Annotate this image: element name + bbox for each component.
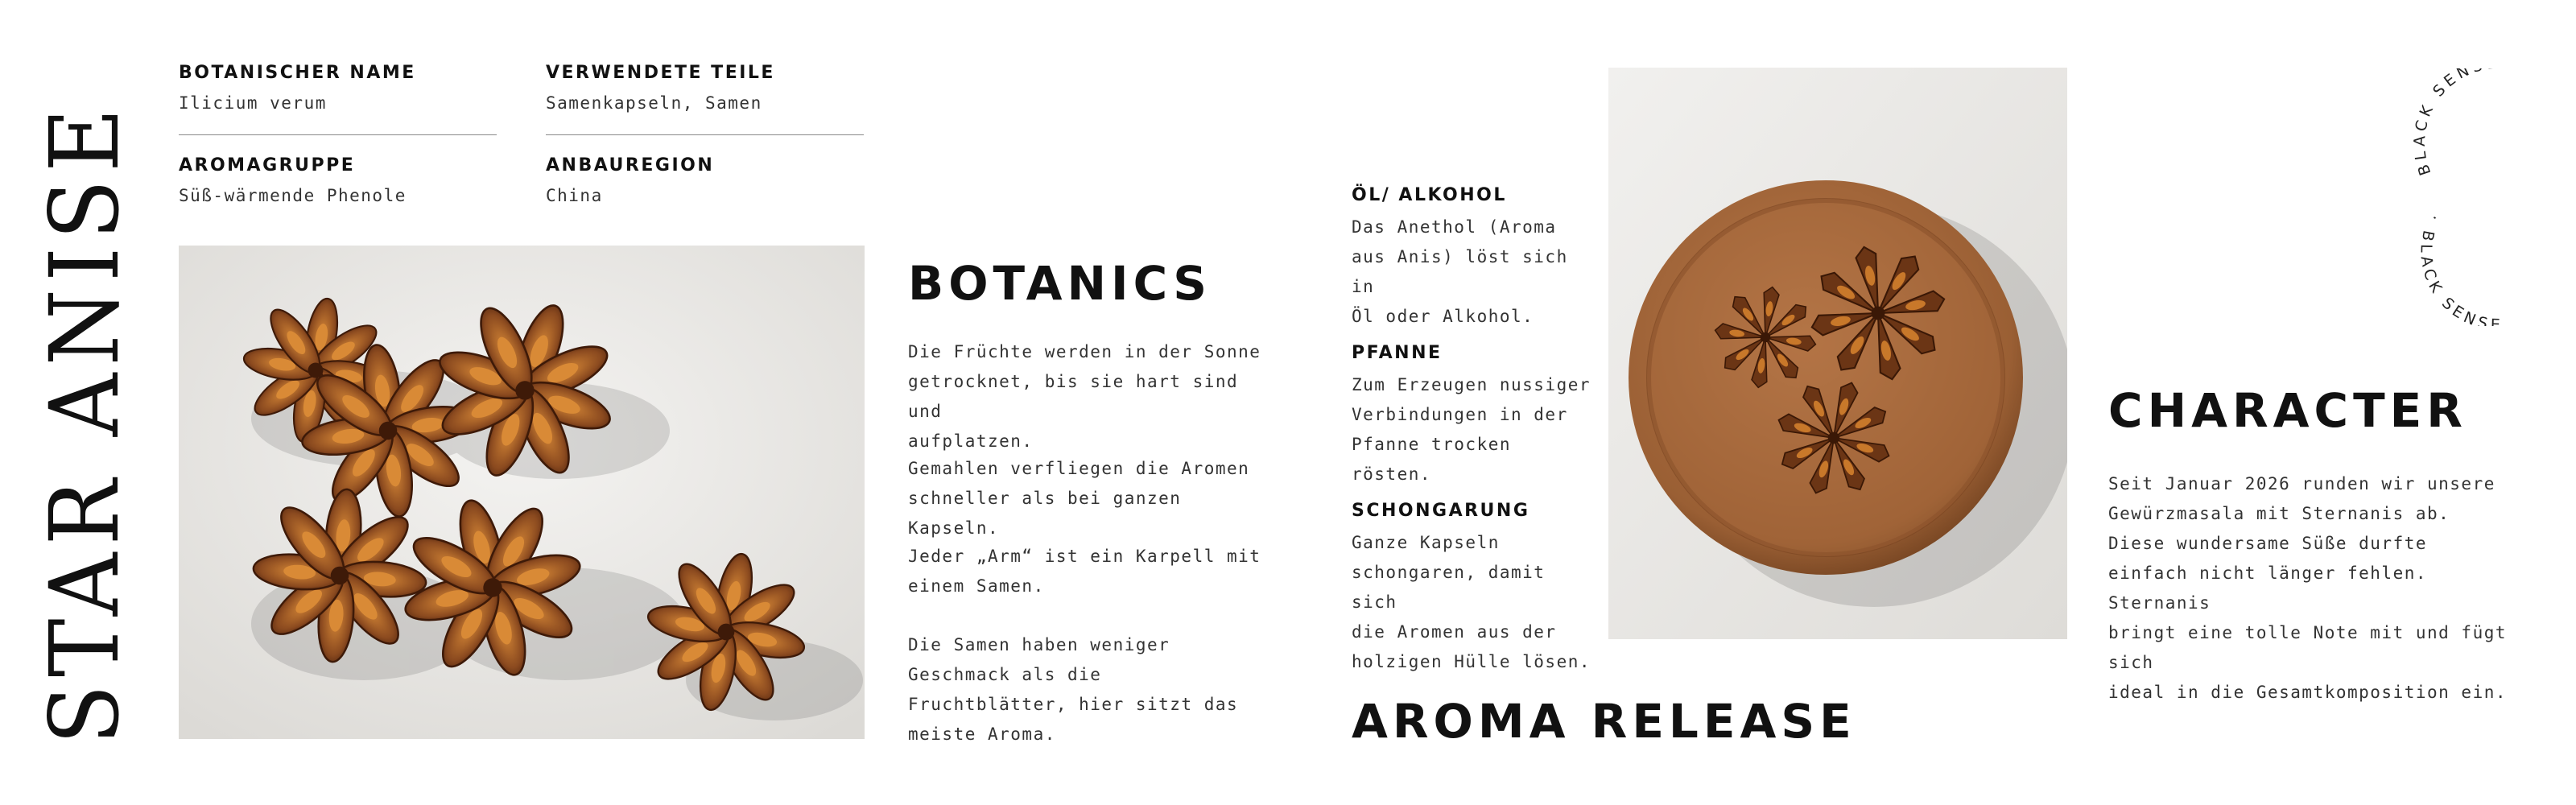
svg-text:· BLACK SENSE <box>2417 212 2505 326</box>
logo-text-top: BLACK SEN <box>2410 68 2476 178</box>
product-title: STAR ANISE <box>29 89 135 745</box>
botanics-paragraph-1: Die Früchte werden in der Sonne getrocknet, bis sie hart sind und aufplatzen. <box>908 342 1261 451</box>
parts-label: VERWENDETE TEILE <box>546 63 775 83</box>
botanics-paragraph-4: Die Samen haben weniger Geschmack als die Fruchtblätter, hier sitzt das meiste Aroma. <box>908 635 1239 744</box>
botanics-heading: BOTANICS <box>908 256 1212 311</box>
svg-text:BLACK SENSE · <box>2411 68 2521 178</box>
aroma-item-slowcook-label: SCHONGARUNG <box>1352 501 1530 521</box>
black-sense-logo <box>2407 68 2576 326</box>
aroma-group-value: Süß-wärmende Phenole <box>179 186 407 205</box>
wooden-plate-photo <box>1608 68 2067 639</box>
info-divider-left <box>179 134 497 135</box>
parts-value: Samenkapseln, Samen <box>546 93 762 113</box>
info-divider-right <box>546 134 864 135</box>
aroma-item-oil-text: Das Anethol (Aroma aus Anis) löst sich in Öl oder Alkohol. <box>1352 217 1568 326</box>
star-anise-photo <box>179 246 865 739</box>
product-title-vertical <box>23 89 135 757</box>
botanical-name-label: BOTANISCHER NAME <box>179 63 416 83</box>
aroma-release-heading: AROMA RELEASE <box>1352 694 1856 749</box>
logo-text-bottom: · BLACK SENSE <box>2417 211 2505 326</box>
aroma-item-pan-label: PFANNE <box>1352 343 1443 363</box>
aroma-item-slowcook-text: Ganze Kapseln schongaren, damit sich die Aromen aus der holzigen Hülle lösen. <box>1352 533 1591 671</box>
botanical-name-value: Ilicium verum <box>179 93 327 113</box>
aroma-group-label: AROMAGRUPPE <box>179 155 356 175</box>
botanics-paragraph-3: Jeder „Arm“ ist ein Karpell mit einem Samen. <box>908 547 1261 596</box>
character-heading: CHARACTER <box>2108 383 2467 438</box>
character-text: Seit Januar 2026 runden wir unsere Gewürzmasala mit Sternanis ab. Diese wundersame Süße durfte einfach nicht länger fehlen. Sternanis bringt eine tolle Note mit und fügt sich ideal in die Gesamtkomposition ein. <box>2108 474 2508 702</box>
aroma-item-pan-text: Zum Erzeugen nussiger Verbindungen in der Pfanne trocken rösten. <box>1352 375 1591 484</box>
region-label: ANBAUREGION <box>546 155 715 175</box>
botanics-paragraph-2: Gemahlen verfliegen die Aromen schneller als bei ganzen Kapseln. <box>908 459 1250 538</box>
aroma-item-oil-label: ÖL/ ALKOHOL <box>1352 185 1507 205</box>
region-value: China <box>546 186 603 205</box>
